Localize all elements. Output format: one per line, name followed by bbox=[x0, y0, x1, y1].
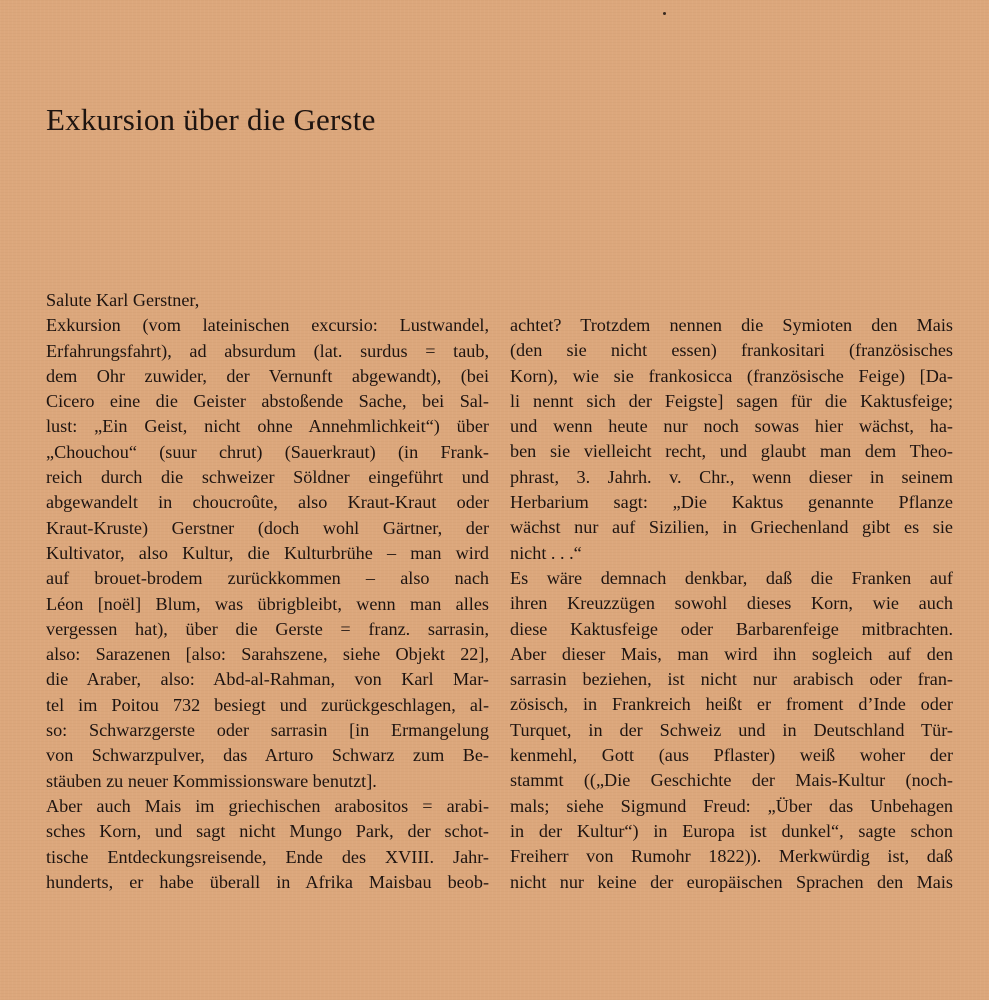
text-line: tische Entdeckungsreisende, Ende des XVIII. Jahr- bbox=[46, 846, 489, 867]
text-line: in der Kultur“) in Europa ist dunkel“, sagte schon bbox=[510, 820, 953, 841]
text-line: wächst nur auf Sizilien, in Griechenland gibt es sie bbox=[510, 517, 953, 538]
text-line: zösisch, in Frankreich heißt er froment d’Inde oder bbox=[510, 694, 953, 715]
text-line: Léon [noël] Blum, was übrigbleibt, wenn man alles bbox=[46, 593, 489, 614]
text-line: achtet? Trotzdem nennen die Symioten den Mais bbox=[510, 315, 953, 335]
text-line: sches Korn, und sagt nicht Mungo Park, der schot- bbox=[46, 821, 489, 842]
text-line: Kultivator, also Kultur, die Kulturbrühe – man wird bbox=[46, 542, 489, 563]
text-line: Turquet, in der Schweiz und in Deutschland Tür- bbox=[510, 719, 953, 740]
text-line: vergessen hat), über die Gerste = franz. sarrasin, bbox=[46, 618, 489, 639]
text-line: diese Kaktusfeige oder Barbarenfeige mitbrachten. bbox=[510, 618, 953, 639]
text-line: Kraut-Kruste) Gerstner (doch wohl Gärtner, der bbox=[46, 517, 489, 538]
text-line: tel im Poitou 732 besiegt und zurückgeschlagen, al- bbox=[46, 694, 489, 715]
text-line: nicht . . .“ bbox=[510, 542, 582, 563]
text-line: Aber dieser Mais, man wird ihn sogleich auf den bbox=[510, 643, 953, 664]
text-line: „Chouchou“ (suur chrut) (Sauerkraut) (in Frank- bbox=[46, 441, 489, 462]
text-line: hunderts, er habe überall in Afrika Maisbau beob- bbox=[46, 871, 489, 892]
text-line: von Schwarzpulver, das Arturo Schwarz zum Be- bbox=[46, 745, 489, 766]
text-line: abgewandelt in choucroûte, also Kraut-Kraut oder bbox=[46, 492, 489, 513]
text-line: die Araber, also: Abd-al-Rahman, von Karl Mar- bbox=[46, 669, 489, 690]
text-line: Erfahrungsfahrt), ad absurdum (lat. surdus = taub, bbox=[46, 340, 489, 361]
text-line: stäuben zu neuer Kommissionsware benutzt]. bbox=[46, 770, 377, 791]
text-line: Korn), wie sie frankosicca (französische Feige) [Da- bbox=[510, 365, 953, 386]
text-line: ihren Kreuzzügen sowohl dieses Korn, wie auch bbox=[510, 593, 953, 614]
text-line: kenmehl, Gott (aus Pflaster) weiß woher der bbox=[510, 745, 953, 766]
text-line: auf brouet-brodem zurückkommen – also nach bbox=[46, 568, 489, 589]
text-line: so: Schwarzgerste oder sarrasin [in Ermangelung bbox=[46, 720, 489, 741]
text-line: ben sie vielleicht recht, und glaubt man dem Theo- bbox=[510, 441, 953, 462]
text-line: also: Sarazenen [also: Sarahszene, siehe Objekt 22], bbox=[46, 644, 489, 665]
text-line: Herbarium sagt: „Die Kaktus genannte Pflanze bbox=[510, 492, 953, 513]
text-line: Exkursion (vom lateinischen excursio: Lustwandel, bbox=[46, 315, 489, 336]
text-line: und wenn heute nur noch sowas hier wächst, ha- bbox=[510, 416, 953, 437]
text-line: phrast, 3. Jahrh. v. Chr., wenn dieser in seinem bbox=[510, 466, 953, 487]
text-column-left bbox=[46, 288, 489, 895]
text-line: nicht nur keine der europäischen Sprachen den Mais bbox=[510, 871, 953, 892]
text-line: Salute Karl Gerstner, bbox=[46, 290, 200, 310]
text-line: reich durch die schweizer Söldner eingeführt und bbox=[46, 467, 489, 488]
text-line: li nennt sich der Feigste] sagen für die Kaktusfeige; bbox=[510, 390, 953, 411]
paper-speck bbox=[663, 12, 666, 15]
text-line: (den sie nicht essen) frankositari (französisches bbox=[510, 340, 953, 361]
text-column-right bbox=[510, 313, 953, 895]
text-line: mals; siehe Sigmund Freud: „Über das Unbehagen bbox=[510, 795, 953, 816]
text-line: dem Ohr zuwider, der Vernunft abgewandt), (bei bbox=[46, 365, 489, 386]
text-line: lust: „Ein Geist, nicht ohne Annehmlichkeit“) über bbox=[46, 416, 489, 437]
text-line: Cicero eine die Geister abstoßende Sache, bei Sal- bbox=[46, 391, 489, 412]
page-title: Exkursion über die Gerste bbox=[46, 102, 376, 137]
text-line: Aber auch Mais im griechischen arabositos = arabi- bbox=[46, 795, 489, 816]
text-line: sarrasin beziehen, ist nicht nur arabisch oder fran- bbox=[510, 669, 953, 690]
text-line: Es wäre demnach denkbar, daß die Franken auf bbox=[510, 567, 953, 588]
text-line: Freiherr von Rumohr 1822)). Merkwürdig ist, daß bbox=[510, 846, 953, 867]
text-line: stammt ((„Die Geschichte der Mais-Kultur (noch- bbox=[510, 770, 953, 791]
